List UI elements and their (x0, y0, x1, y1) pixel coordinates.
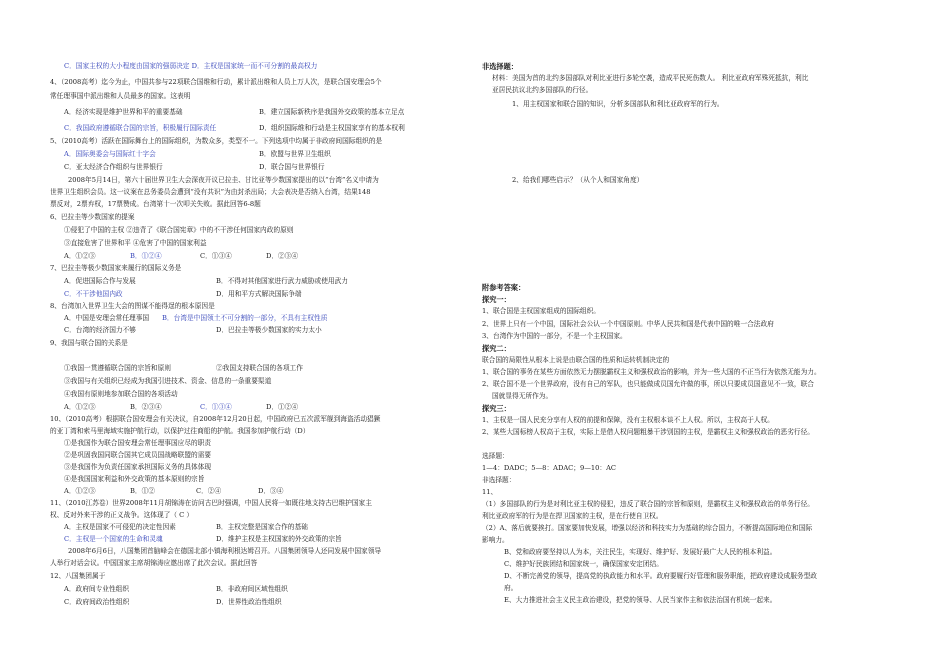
question-text-line: D．联合国与世界银行 (259, 163, 325, 171)
question-text-line: D．组织国际维和行动是主权国家享有的基本权利 (259, 124, 405, 132)
question-text-line: D．①②④ (266, 403, 299, 411)
question-text-line: ③是我国作为负责任国家承担国际义务的具体体现 (64, 463, 212, 471)
question-text-line: ④是我国国家利益和外交政策的基本原则的宗旨 (64, 475, 205, 483)
answer-text-line: 1、联合国是主权国家组成的国际组织。 (482, 307, 600, 315)
question-text-line: C．①③④ (200, 252, 232, 260)
question-text-line: D．③④ (258, 487, 284, 495)
question-text-line: D．②③④ (266, 252, 299, 260)
question-text-line: C．政府间政治性组织 (64, 598, 130, 606)
answer-text-line: 影响力。 (482, 536, 509, 544)
question-text-line: 9、我国与联合国的关系是 (50, 339, 128, 347)
question-text-line: B．不得对其他国家进行武力威胁或使用武力 (216, 277, 348, 285)
answer-text-line: 探究二： (482, 344, 511, 353)
question-text-line: D．用和平方式解决国际争端 (216, 290, 302, 298)
answer-text-line: 3、台湾作为中国的一部分，不是一个主权国家。 (482, 332, 627, 340)
question-text-line: C．主权是一个国家的生命和灵魂 (64, 535, 163, 543)
question-text-line: 6、巴拉圭等少数国家的提案 (50, 213, 135, 221)
answer-text-line: 非选择题： (482, 62, 518, 71)
question-text-line: A．促进国际合作与发展 (64, 277, 136, 285)
answer-text-line: 1—4：DADC；5—8：ADAC；9—10：AC (482, 464, 617, 472)
answer-text-line: 1、联合国的事务在某些方面依然无力摆脱霸权主义和强权政治的影响，并为一些大国的不正当行为依然无能为力。 (482, 368, 821, 376)
question-text-line: A．国际奥委会与国际红十字会 (64, 150, 156, 158)
question-text-line: A．政府间专业性组织 (64, 585, 130, 593)
answer-text-line: 府。 (504, 584, 518, 592)
question-text-line: ②我国支持联合国的各项工作 (216, 364, 303, 372)
answer-text-line: 非选择题： (482, 476, 516, 484)
answer-text-line: 2、某些大国标榜人权高于主权，实际上是借人权问题粗暴干涉别国的主权，是霸权主义和强权政治的恶劣行径。 (482, 428, 814, 436)
question-text-line: C．②④ (196, 487, 222, 495)
answer-text-line: C、维护好民族团结和国家统一，确保国家安定团结。 (504, 560, 663, 568)
answer-text-line: 联合国的局限性从根本上说是由联合国的性质和运转机制决定的 (482, 356, 670, 364)
question-text-line: 4、（2008高考）迄今为止，中国共参与22项联合国维和行动，累计派出维和人员上万人次，是联合国安理会5个 (50, 78, 382, 86)
question-text-line: B．①②④ (130, 252, 162, 260)
question-text-line: B．非政府间区域性组织 (216, 585, 288, 593)
question-text-line: C．不干涉他国内政 (64, 290, 123, 298)
question-text-line: C．我国政府遵循联合国的宗旨，积极履行国际责任 (64, 124, 217, 132)
question-text-line: B．②③④ (130, 403, 162, 411)
question-text-line: A．中国是安理会常任理事国 (64, 314, 150, 322)
answer-text-line: 选择题： (482, 452, 509, 460)
answer-text-line: （2）A、落后就要挨打。国家要加快发展，增强以经济和科技实力为基础的综合国力，不断提高国际地位和国际 (482, 524, 813, 532)
question-text-line: 的亚丁湾和索马里海域实施护航行动，以保护过往商船的护航。我国参加护航行动（D） (50, 427, 310, 435)
question-text-line: C．台湾的经济国力不够 (64, 326, 136, 334)
question-text-line: ③直接危害了世界和平 ④危害了中国的国家利益 (64, 239, 207, 247)
answer-text-line: 附参考答案： (482, 283, 526, 292)
question-text-line: ①是我国作为联合国安理会常任理事国应尽的职责 (64, 439, 212, 447)
question-text-line: 2008年5月14日，第六十届世界卫生大会深夜开议已拉圭、甘比亚等少数国家提出的以“台湾”名义申请为 (68, 176, 379, 184)
question-text-line: B．建立国际新秩序是我国外交政策的基本立足点 (259, 108, 405, 116)
answer-text-line: E、大力推进社会主义民主政治建设，把党的领导、人民当家作主和依法治国有机统一起来。 (504, 596, 777, 604)
answer-text-line: 1、用主权国家和联合国的知识，分析多国部队和利比亚政府军的行为。 (512, 100, 724, 108)
answer-text-line: 2、世界上只有一个中国，国际社会公认一个中国原则。中华人民共和国是代表中国的唯一合法政府 (482, 320, 774, 328)
answer-text-line: 2、联合国不是一个世界政府，没有自己的军队，也只能做成员国允许做的事，所以只要成员国意见不一致，联合 (482, 380, 814, 388)
question-text-line: ①侵犯了中国的主权 ②违背了《联合国宪章》中的不干涉任何国家内政的原则 (64, 226, 294, 234)
question-text-line: 10、（2010高考）根据联合国安理会有关决议，自2008年12月20日起，中国政府已五次派军舰到海盗活动猖獗 (50, 415, 381, 423)
question-text-line: D．维护主权是主权国家的外交政策的宗旨 (216, 535, 342, 543)
answer-text-line: 11、 (482, 488, 498, 496)
question-text-line: A．①②③ (64, 252, 96, 260)
question-text-line: 票反对，2票弃权，17票赞成。台湾第十一次叩关失败。据此回答6-8题 (50, 200, 261, 208)
question-text-line: 人举行对话会议。中国国家主席胡锦涛应邀出席了此次会议。据此回答 (50, 559, 258, 567)
answer-text-line: 亚居民抗议北约多国部队的行径。 (492, 86, 593, 94)
question-text-line: C．国家主权的大小程度由国家的强弱决定 D．主权是国家统一而不可分割的最高权力 (64, 62, 318, 70)
answer-text-line: 2、给我们哪些启示？（从个人和国家角度） (512, 176, 644, 184)
answer-text-line: 探究一： (482, 295, 511, 304)
question-text-line: ②是巩固我国同联合国其它成员国战略联盟的需要 (64, 451, 212, 459)
answer-text-line: 利比亚政府军的行为是在捍卫国家的主权，是在行使自卫权。 (482, 512, 663, 520)
answer-text-line: D、不断完善党的领导，提高党的执政能力和水平。政府要履行好管理和服务职能，把政府建设成服务型政 (504, 572, 817, 580)
answer-text-line: 国就显得无所作为。 (492, 392, 553, 400)
question-text-line: A．主权是国家不可侵犯的决定性因素 (64, 523, 176, 531)
question-text-line: 12、八国集团属于 (50, 572, 106, 580)
answer-text-line: 1、主权是一国人民充分享有人权的前提和保障，没有主权根本谈不上人权。所以，主权高于人权。 (482, 416, 774, 424)
question-text-line: 常任理事国中派出维和人员最多的国家。这表明 (50, 92, 191, 100)
question-text-line: 11、（2010江苏卷）世界2008年11月胡锦涛在访问古巴时强调，中国人民将一如既往地支持古巴维护国家主 (50, 499, 372, 507)
answer-text-line: B、党和政府要坚持以人为本，关注民生，实现好、维护好、发展好最广大人民的根本利益。 (504, 548, 777, 556)
question-text-line: B．台湾是中国领土不可分割的一部分，不具有主权性质 (162, 314, 328, 322)
answer-text-line: 探究三： (482, 404, 511, 413)
question-text-line: A．经济实现是维护世界和平的重要基础 (64, 108, 183, 116)
question-text-line: B．欧盟与世界卫生组织 (259, 150, 331, 158)
question-text-line: B．主权完整是国家合作的基础 (216, 523, 308, 531)
question-text-line: B．①② (130, 487, 155, 495)
question-text-line: 2008年6月6日，八国集团首脑峰会在德国北部小镇海利根达姆召开。八国集团领导人还同发展中国家领导 (68, 547, 382, 555)
question-text-line: ①我国一贯遵循联合国的宗旨和原则 (64, 364, 171, 372)
answer-text-line: 材料：美国为首的北约多国部队对利比亚进行多轮空袭，造成平民死伤数人。 利比亚政府军殊死抵抗，利比 (492, 74, 809, 82)
question-text-line: 7、巴拉圭等极少数国家来履行的国际义务是 (50, 264, 182, 272)
question-text-line: ④我国有原则地参加联合国的各项活动 (64, 390, 178, 398)
question-text-line: 5、（2010高考）活跃在国际舞台上的国际组织，为数众多，类型不一。下列选项中均属于非政府间国际组织的是 (50, 137, 383, 145)
question-text-line: A．①②③ (64, 487, 96, 495)
question-text-line: 8、台湾加入世界卫生大会的图谋不能得逞的根本原因是 (50, 302, 215, 310)
question-text-line: D．巴拉圭等极少数国家的实力太小 (216, 326, 322, 334)
question-text-line: 世界卫生组织会员。这一议案在总务委员会遭到“没有共识”为由封杀出局；大会表决是否纳入台湾，结果148 (50, 188, 371, 196)
answer-text-line: （1）多国部队的行为是对利比亚主权的侵犯，违反了联合国的宗旨和原则，是霸权主义和强权政治的单务行径。 (482, 500, 814, 508)
question-text-line: 权、反对外来干涉的正义战争。这体现了（ C ） (50, 511, 194, 519)
question-text-line: A．①②③ (64, 403, 96, 411)
question-text-line: C．亚太经济合作组织与世界银行 (64, 163, 163, 171)
question-text-line: C．①③④ (200, 403, 232, 411)
question-text-line: ③我国与有关组织已经成为我国引进技术、资金、信息的一条重要渠道 (64, 377, 272, 385)
question-text-line: D．世界性政治性组织 (216, 598, 282, 606)
